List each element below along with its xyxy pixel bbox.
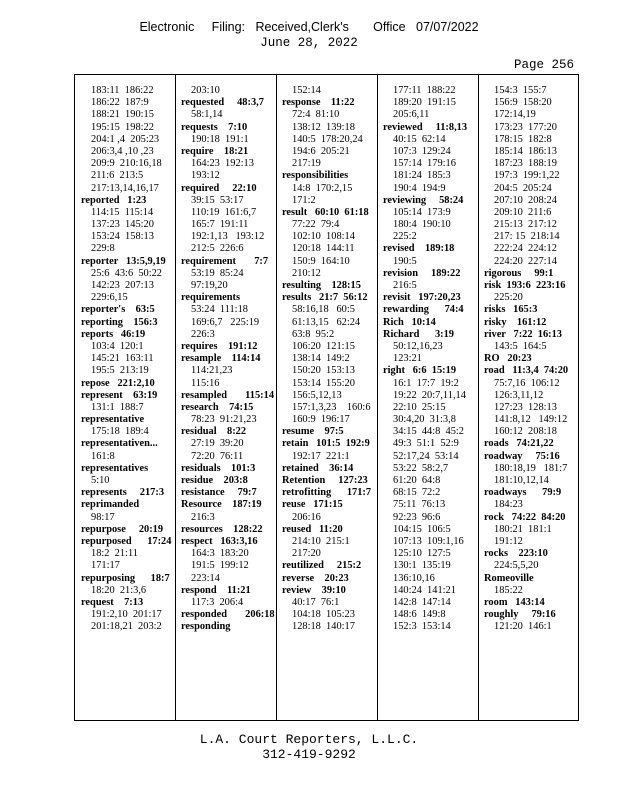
index-term: reused 11:20 [282, 523, 343, 535]
index-references: 173:23 177:20 [494, 121, 557, 133]
index-references: 61:20 64:8 [393, 475, 441, 486]
index-references: 178:15 182:8 [494, 133, 552, 145]
index-references: 184:23 [494, 499, 523, 511]
index-references: 138:12 139:18 [292, 121, 355, 133]
index-references: 142:8 147:14 [393, 596, 451, 608]
index-term: reprimanded [81, 499, 140, 511]
index-term: residual 8:22 [181, 426, 247, 438]
index-references: 152:3 153:14 [393, 621, 451, 633]
index-references: 183:11 186:22 [91, 85, 154, 96]
index-references: 40:15 62:14 [393, 133, 446, 145]
index-references: 171:2 [292, 194, 316, 206]
index-references: 191:5 199:12 [191, 560, 249, 572]
index-references: 226:3 [191, 328, 215, 340]
column-divider [276, 75, 277, 720]
index-references: 154:3 155:7 [494, 85, 547, 96]
index-references: 161:8 [91, 450, 115, 462]
index-term: research 74:15 [181, 401, 254, 413]
index-references: 142:23 207:13 [91, 280, 154, 291]
index-references: 194:6 205:21 [292, 145, 350, 157]
index-references: 164:23 192:13 [191, 158, 254, 170]
index-references: 72:20 76:11 [191, 450, 244, 462]
index-references: 140:24 141:21 [393, 584, 456, 596]
index-column-4 [383, 85, 467, 633]
index-references: 181:24 185:3 [393, 170, 451, 182]
filing-stamp: Electronic Filing: Received,Clerk's Office 07/07/2022 [139, 20, 479, 34]
index-references: 189:20 191:15 [393, 97, 456, 109]
index-references: 50:12,16,23 [393, 340, 443, 352]
index-term: residue 203:8 [181, 475, 248, 486]
index-references: 180:21 181:1 [494, 523, 552, 535]
index-references: 40:17 76:1 [292, 596, 340, 608]
reporter-name: L.A. Court Reporters, L.L.C. [199, 732, 419, 747]
index-term: responsibilities [282, 170, 349, 182]
index-references: 225:2 [393, 231, 417, 243]
index-term: respect 163:3,16 [181, 535, 258, 547]
column-divider [478, 75, 479, 720]
index-references: 136:10,16 [393, 572, 435, 584]
index-references: 19:22 20:7,11,14 [393, 389, 466, 401]
index-references: 177:11 188:22 [393, 85, 456, 96]
index-references: 191:2,10 201:17 [91, 609, 162, 621]
index-references: 148:6 149:8 [393, 609, 446, 621]
index-term: rewarding 74:4 [383, 304, 464, 316]
index-references: 217:20 [292, 548, 321, 560]
index-references: 5:10 [91, 475, 110, 486]
index-term: repurposed 17:24 [81, 535, 172, 547]
index-references: 217:13,14,16,17 [91, 182, 159, 194]
index-references: 125:10 127:5 [393, 548, 451, 560]
index-references: 180:18,19 181:7 [494, 462, 568, 474]
index-term: reverse 20:23 [282, 572, 349, 584]
index-references: 186:22 187:9 [91, 97, 149, 109]
index-references: 98:17 [91, 511, 115, 523]
index-column-1 [81, 85, 171, 633]
index-references: 223:14 [191, 572, 220, 584]
index-column-5 [484, 85, 568, 633]
index-references: 22:10 25:15 [393, 401, 446, 413]
index-term: resistance 79:7 [181, 487, 257, 499]
index-references: 140:5 178:20,24 [292, 133, 363, 145]
index-references: 114:21,23 [191, 365, 233, 377]
index-term: reporting 156:3 [81, 316, 158, 328]
index-references: 58:1,14 [191, 109, 223, 121]
index-references: 53:19 85:24 [191, 267, 244, 279]
index-references: 195:15 198:22 [91, 121, 154, 133]
index-references: 58:16,18 60:5 [292, 304, 355, 316]
index-references: 68:15 72:2 [393, 487, 441, 499]
index-references: 180:4 190:10 [393, 219, 451, 231]
index-term: retain 101:5 192:9 [282, 438, 370, 450]
index-references: 206:16 [292, 511, 321, 523]
index-term: representative [81, 414, 145, 426]
index-term: requirement 7:7 [181, 255, 269, 267]
index-references: 222:24 224:12 [494, 243, 557, 255]
index-term: representatives [81, 462, 149, 474]
index-references: 72:4 81:10 [292, 109, 340, 121]
index-references: 61:13,15 62:24 [292, 316, 361, 328]
index-references: 157:1,3,23 160:6 [292, 401, 371, 413]
index-references: 187:23 188:19 [494, 158, 557, 170]
index-references: 131:1 188:7 [91, 401, 144, 413]
index-references: 160:9 196:17 [292, 414, 350, 426]
index-term: reporter's 63:5 [81, 304, 155, 316]
index-references: 191:12 [494, 535, 523, 547]
index-references: 188:21 190:15 [91, 109, 154, 121]
index-term: resampled 115:14 [181, 389, 275, 401]
index-term: reviewing 58:24 [383, 194, 464, 206]
index-term: residuals 101:3 [181, 462, 256, 474]
reporter-phone: 312-419-9292 [262, 747, 356, 762]
index-term: reutilized 215:2 [282, 560, 362, 572]
index-references: 157:14 179:16 [393, 158, 456, 170]
index-references: 141:8,12 149:12 [494, 414, 568, 426]
index-references: 30:4,20 31:3,8 [393, 414, 456, 426]
index-references: 75:11 76:13 [393, 499, 446, 511]
index-references: 190:5 [393, 255, 417, 267]
index-term: resources 128:22 [181, 523, 263, 535]
index-references: 145:21 163:11 [91, 353, 154, 365]
index-references: 153:24 158:13 [91, 231, 154, 243]
index-references: 209:9 210:16,18 [91, 158, 162, 170]
transcript-date: June 28, 2022 [260, 36, 358, 50]
column-divider [175, 75, 176, 720]
index-term: responded 206:18 [181, 609, 275, 621]
index-references: 209:10 211:6 [494, 206, 552, 218]
index-term: require 18:21 [181, 145, 249, 157]
index-references: 153:14 155:20 [292, 377, 355, 389]
index-references: 75:7,16 106:12 [494, 377, 560, 389]
index-term: representativen... [81, 438, 158, 450]
index-references: 164:3 183:20 [191, 548, 249, 560]
index-references: 217:19 [292, 158, 321, 170]
index-references: 130:1 135:19 [393, 560, 451, 572]
index-term: represent 63:19 [81, 389, 158, 401]
index-references: 152:14 [292, 85, 321, 96]
index-references: 193:12 [191, 170, 220, 182]
index-term: roads 74:21,22 [484, 438, 554, 450]
index-references: 224:5,5,20 [494, 560, 539, 572]
index-column-2 [181, 85, 275, 633]
index-references: 14:8 170:2,15 [292, 182, 353, 194]
index-references: 171:17 [91, 560, 120, 572]
index-references: 160:12 208:18 [494, 426, 557, 438]
index-references: 203:10 [191, 85, 220, 96]
index-references: 138:14 149:2 [292, 353, 350, 365]
page-number: Page 256 [513, 58, 574, 72]
index-term: results 21:7 56:12 [282, 292, 368, 304]
index-references: 156:9 158:20 [494, 97, 552, 109]
index-references: 224:20 227:14 [494, 255, 557, 267]
index-term: risk 193:6 223:16 [484, 280, 566, 291]
index-references: 104:15 106:5 [393, 523, 451, 535]
index-term: roughly 79:16 [484, 609, 556, 621]
index-references: 204:1 ,4 205:23 [91, 133, 160, 145]
index-references: 217: 15 218:14 [494, 231, 560, 243]
index-references: 192:17 221:1 [292, 450, 350, 462]
index-references: 229:8 [91, 243, 115, 255]
index-references: 102:10 108:14 [292, 231, 355, 243]
word-index-table [74, 74, 579, 721]
index-references: 27:19 39:20 [191, 438, 244, 450]
index-references: 18:20 21:3,6 [91, 584, 147, 596]
index-term: retained 36:14 [282, 462, 354, 474]
index-references: 92:23 96:6 [393, 511, 441, 523]
index-term: Richard 3:19 [383, 328, 454, 340]
index-references: 175:18 189:4 [91, 426, 149, 438]
index-term: Romeoville [484, 572, 534, 584]
index-references: 18:2 21:11 [91, 548, 138, 560]
index-references: 169:6,7 225:19 [191, 316, 260, 328]
index-term: road 11:3,4 74:20 [484, 365, 569, 377]
index-term: repose 221:2,10 [81, 377, 155, 389]
index-references: 25:6 43:6 50:22 [91, 267, 163, 279]
index-references: 214:10 215:1 [292, 535, 350, 547]
index-references: 137:23 145:20 [91, 219, 154, 231]
index-references: 165:7 191:11 [191, 219, 249, 231]
index-term: rigorous 99:1 [484, 267, 554, 279]
index-references: 114:15 115:14 [91, 206, 154, 218]
index-references: 216:3 [191, 511, 215, 523]
index-term: rock 74:22 84:20 [484, 511, 566, 523]
index-references: 211:6 213:5 [91, 170, 144, 182]
index-references: 123:21 [393, 353, 422, 365]
index-column-3 [282, 85, 371, 633]
index-references: 225:20 [494, 292, 523, 304]
index-references: 52:17,24 53:14 [393, 450, 459, 462]
index-term: reporter 13:5,9,19 [81, 255, 166, 267]
index-term: requests 7:10 [181, 121, 248, 133]
index-term: responding [181, 621, 231, 633]
index-references: 110:19 161:6,7 [191, 206, 257, 218]
index-references: 104:18 105:23 [292, 609, 355, 621]
index-references: 127:23 128:13 [494, 401, 557, 413]
index-references: 126:3,11,12 [494, 389, 544, 401]
index-references: 205:6,11 [393, 109, 430, 121]
index-references: 229:6,15 [91, 292, 128, 304]
index-references: 105:14 173:9 [393, 206, 451, 218]
index-references: 128:18 140:17 [292, 621, 355, 633]
index-term: response 11:22 [282, 97, 355, 109]
index-references: 143:5 164:5 [494, 340, 547, 352]
index-term: Resource 187:19 [181, 499, 262, 511]
index-term: Rich 10:14 [383, 316, 436, 328]
index-references: 206:3,4 ,10 ,23 [91, 145, 154, 157]
index-references: 34:15 44:8 45:2 [393, 426, 465, 438]
index-references: 212:5 226:6 [191, 243, 244, 255]
index-references: 121:20 146:1 [494, 621, 552, 633]
index-term: result 60:10 61:18 [282, 206, 369, 218]
index-references: 185:22 [494, 584, 523, 596]
index-references: 77:22 79:4 [292, 219, 340, 231]
index-term: repurposing 18:7 [81, 572, 170, 584]
index-references: 150:20 153:13 [292, 365, 355, 377]
index-references: 210:12 [292, 267, 321, 279]
index-references: 120:18 144:11 [292, 243, 355, 255]
index-term: request 7:13 [81, 596, 144, 608]
index-references: 39:15 53:17 [191, 194, 244, 206]
index-references: 190:4 194:9 [393, 182, 446, 194]
index-references: 190:18 191:1 [191, 133, 249, 145]
index-references: 156:5,12,13 [292, 389, 342, 401]
index-references: 106:20 121:15 [292, 340, 355, 352]
index-term: retrofitting 171:7 [282, 487, 372, 499]
index-references: 107:13 109:1,16 [393, 535, 464, 547]
index-references: 216:5 [393, 280, 417, 291]
index-term: reports 46:19 [81, 328, 146, 340]
index-term: resume 97:5 [282, 426, 344, 438]
index-references: 78:23 91:21,23 [191, 414, 257, 426]
index-term: revision 189:22 [383, 267, 461, 279]
index-term: Retention 127:23 [282, 475, 368, 486]
index-term: required 22:10 [181, 182, 257, 194]
index-references: 197:3 199:1,22 [494, 170, 560, 182]
index-term: reviewed 11:8,13 [383, 121, 468, 133]
index-references: 201:18,21 203:2 [91, 621, 162, 633]
column-divider [377, 75, 378, 720]
index-term: resulting 128:15 [282, 280, 361, 291]
index-term: reported 1:23 [81, 194, 147, 206]
index-term: resample 114:14 [181, 353, 261, 365]
index-references: 195:5 213:19 [91, 365, 149, 377]
index-references: 115:16 [191, 377, 220, 389]
index-term: reuse 171:15 [282, 499, 343, 511]
index-term: requires 191:12 [181, 340, 258, 352]
index-term: repurpose 20:19 [81, 523, 164, 535]
index-term: right 6:6 15:19 [383, 365, 457, 377]
index-references: 181:10,12,14 [494, 475, 549, 486]
index-references: 49:3 51:1 52:9 [393, 438, 459, 450]
index-term: review 39:10 [282, 584, 346, 596]
index-term: roadways 79:9 [484, 487, 562, 499]
index-term: requested 48:3,7 [181, 97, 264, 109]
index-references: 192:1,13 193:12 [191, 231, 265, 243]
index-references: 53:22 58:2,7 [393, 462, 449, 474]
index-references: 204:5 205:24 [494, 182, 552, 194]
index-term: rocks 223:10 [484, 548, 548, 560]
index-references: 150:9 164:10 [292, 255, 350, 267]
index-term: river 7:22 16:13 [484, 328, 563, 340]
index-references: 172:14,19 [494, 109, 536, 121]
index-term: revised 189:18 [383, 243, 455, 255]
index-references: 16:1 17:7 19:2 [393, 377, 459, 389]
index-references: 117:3 206:4 [191, 596, 244, 608]
index-references: 215:13 217:12 [494, 219, 557, 231]
index-references: 63:8 95:2 [292, 328, 335, 340]
index-term: room 143:14 [484, 596, 545, 608]
index-term: revisit 197:20,23 [383, 292, 461, 304]
index-references: 207:10 208:24 [494, 194, 557, 206]
index-references: 107:3 129:24 [393, 145, 451, 157]
index-term: risks 165:3 [484, 304, 538, 316]
index-term: represents 217:3 [81, 487, 165, 499]
index-references: 185:14 186:13 [494, 145, 557, 157]
index-references: 103:4 120:1 [91, 340, 144, 352]
index-term: roadway 75:16 [484, 450, 560, 462]
reporter-footer [0, 732, 618, 762]
index-term: requirements [181, 292, 241, 304]
index-term: risky 161:12 [484, 316, 547, 328]
index-term: respond 11:21 [181, 584, 251, 596]
index-references: 53:24 111:18 [191, 304, 248, 316]
index-references: 97:19,20 [191, 280, 228, 291]
index-term: RO 20:23 [484, 353, 532, 365]
